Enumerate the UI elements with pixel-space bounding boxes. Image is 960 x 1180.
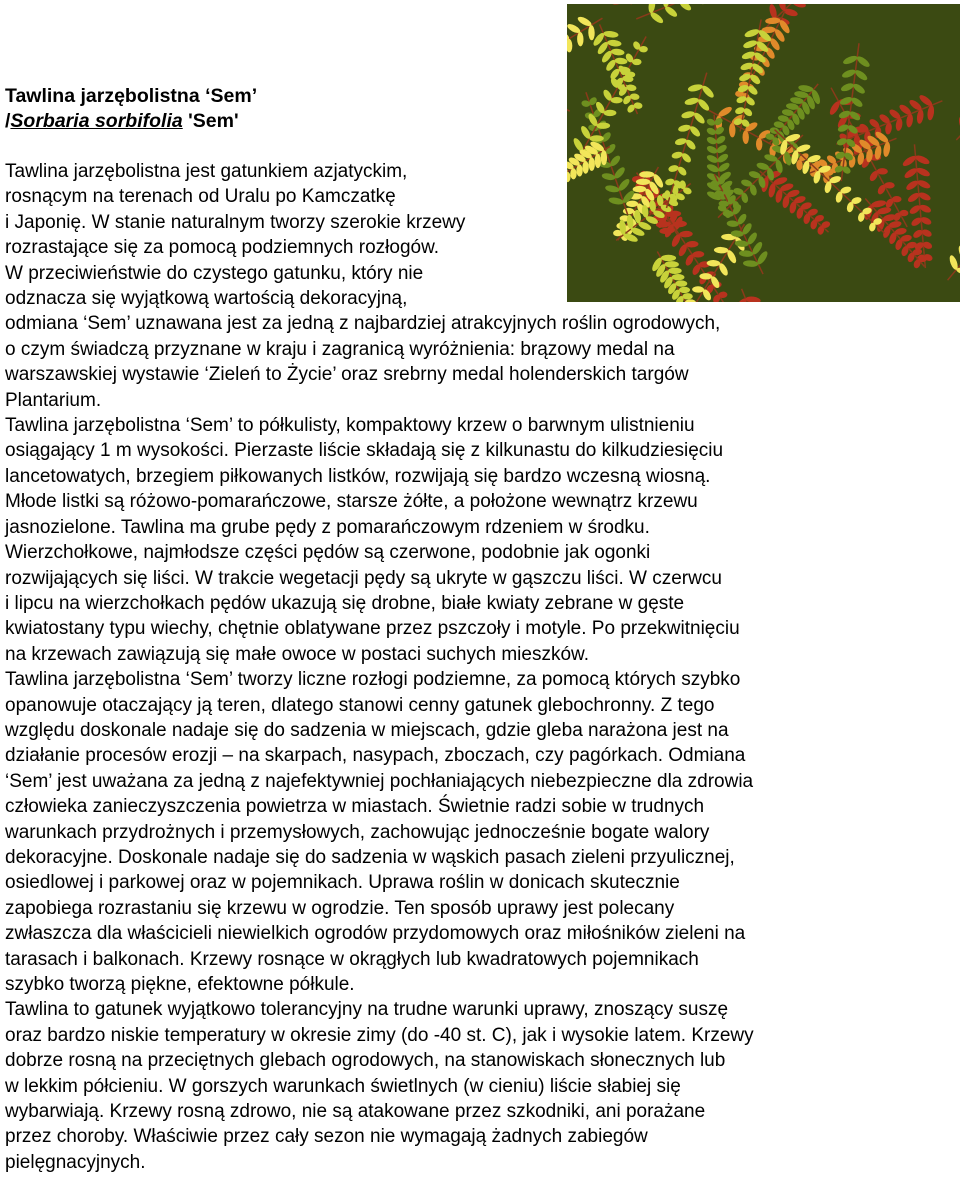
text-line: Tawlina jarzębolistna ‘Sem’ to półkulisty, kompaktowy krzew o barwnym ulistnieniu (5, 415, 695, 437)
text-line: dobrze rosną na przeciętnych glebach ogrodowych, na stanowiskach słonecznych lub (5, 1050, 726, 1072)
text-line: na krzewach zawiązują się małe owoce w postaci suchych mieszków. (5, 643, 589, 665)
text-line: Tawlina to gatunek wyjątkowo tolerancyjny na trudne warunki uprawy, znoszący suszę (5, 999, 729, 1021)
text-line: osiedlowej i parkowej oraz w pojemnikach. Uprawa roślin w donicach skutecznie (5, 872, 680, 894)
text-line: pielęgnacyjnych. (5, 1151, 146, 1173)
text-line: jasnozielone. Tawlina ma grube pędy z pomarańczowym rdzeniem w środku. (5, 516, 650, 538)
text-line: rozwijających się liści. W trakcie wegetacji pędy są ukryte w gąszczu liści. W czerwcu (5, 567, 722, 589)
text-line: Tawlina jarzębolistna ‘Sem’ tworzy liczne rozłogi podziemne, za pomocą których szybko (5, 669, 741, 691)
text-line: szybko tworzą piękne, efektowne półkule. (5, 974, 355, 995)
text-line: Tawlina jarzębolistna jest gatunkiem azjatyckim, (5, 161, 408, 182)
text-line: o czym świadczą przyznane w kraju i zagranicą wyróżnienia: brązowy medal na (5, 338, 675, 360)
text-line: tarasach i balkonach. Krzewy rosnące w okrągłych lub kwadratowych pojemnikach (5, 948, 699, 970)
text-line: W przeciwieństwie do czystego gatunku, który nie (5, 262, 424, 284)
text-line: warunkach przydrożnych i przemysłowych, zachowując jednocześnie bogate walory (5, 821, 710, 843)
text-line: opanowuje otaczający ją teren, dlatego stanowi cenny gatunek glebochronny. Z tego (5, 694, 715, 716)
text-line: względu doskonale nadaje się do sadzenia w miejscach, gdzie gleba narażona jest na (5, 719, 729, 741)
text-line: wybarwiają. Krzewy rosną zdrowo, nie są atakowane przez szkodniki, ani porażane (5, 1101, 706, 1123)
text-line: odznacza się wyjątkową wartością dekoracyjną, (5, 288, 408, 310)
text-line: dekoracyjne. Doskonale nadaje się do sadzenia w wąskich pasach zieleni przyulicznej, (5, 846, 735, 868)
text-line: warszawskiej wystawie ‘Zieleń to Życie’ oraz srebrny medal holenderskich targów (5, 364, 689, 386)
text-line: rozrastające się za pomocą podziemnych rozłogów. (5, 237, 440, 259)
title-cultivar: 'Sem' (182, 110, 239, 132)
title-common-name: Tawlina jarzębolistna ‘Sem’ (5, 85, 258, 107)
text-line: Plantarium. (5, 389, 102, 411)
text-line: człowieka zanieczyszczenia powietrza w miastach. Świetnie radzi sobie w trudnych (5, 796, 705, 818)
text-line: przez choroby. Właściwie przez cały sezon nie wymagają żadnych zabiegów (5, 1126, 648, 1148)
text-line: Wierzchołkowe, najmłodsze części pędów są czerwone, podobnie jak ogonki (5, 542, 651, 564)
text-line: osiągający 1 m wysokości. Pierzaste liście składają się z kilkunastu do kilkudziesięciu (5, 440, 724, 462)
text-line: ‘Sem’ jest uważana za jedną z najefektywniej pochłaniających niebezpieczne dla zdrowia (5, 770, 754, 792)
text-line: kwiatostany typu wiechy, chętnie oblatywane przez pszczoły i motyle. Po przekwitnięciu (5, 618, 740, 640)
title-latin-name: Sorbaria sorbifolia (10, 110, 183, 132)
text-line: i Japonię. W stanie naturalnym tworzy szerokie krzewy (5, 211, 466, 233)
text-line: w lekkim półcieniu. W gorszych warunkach świetlnych (w cieniu) liście słabiej się (5, 1075, 681, 1097)
text-line: zwłaszcza dla właścicieli niewielkich ogrodów przydomowych oraz miłośników zieleni na (5, 923, 746, 945)
text-line: działanie procesów erozji – na skarpach, nasypach, zboczach, czy pagórkach. Odmiana (5, 745, 746, 767)
title-prefix: / (5, 110, 11, 132)
article-body (5, 159, 754, 1175)
text-line: lancetowatych, brzegiem piłkowanych listków, rozwijają się bardzo wczesną wiosną. (5, 465, 711, 487)
text-line: zapobiega rozrastaniu się krzewu w ogrodzie. Ten sposób uprawy jest polecany (5, 897, 675, 919)
text-line: odmiana ‘Sem’ uznawana jest za jedną z najbardziej atrakcyjnych roślin ogrodowych, (5, 313, 721, 335)
text-line: i lipcu na wierzchołkach pędów ukazują się drobne, białe kwiaty zebrane w gęste (5, 592, 685, 614)
text-line: rosnącym na terenach od Uralu po Kamczatkę (5, 186, 396, 208)
text-line: oraz bardzo niskie temperatury w okresie zimy (do -40 st. C), jak i wysokie latem. Krzewy (5, 1024, 754, 1046)
text-line: Młode listki są różowo-pomarańczowe, starsze żółte, a położone wewnątrz krzewu (5, 491, 698, 513)
page-title (5, 84, 257, 134)
